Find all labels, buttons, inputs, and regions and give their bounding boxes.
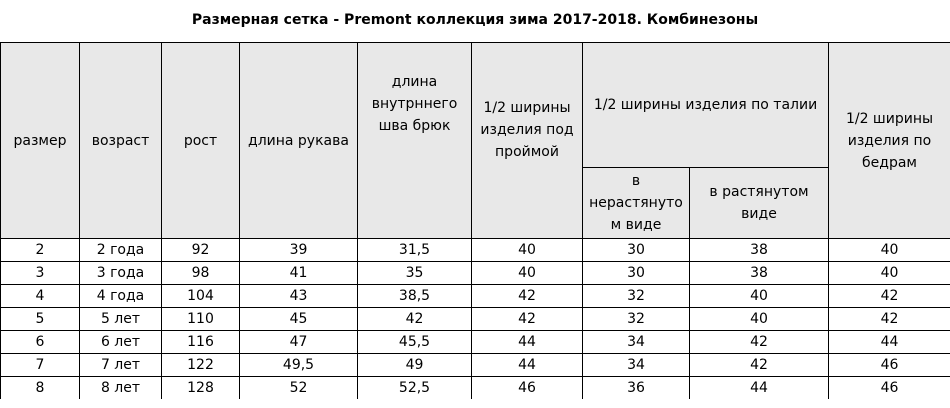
cell-age: 7 лет [80,354,162,377]
cell-waist-unstretched: 34 [583,354,690,377]
cell-size: 7 [1,354,80,377]
cell-height: 116 [162,331,240,354]
cell-hips: 42 [829,308,950,331]
header-armhole-width: 1/2 ширины изделия под проймой [472,43,583,239]
cell-hips: 40 [829,262,950,285]
cell-sleeve: 49,5 [240,354,358,377]
header-sleeve-length: длина рукава [240,43,358,239]
cell-hips: 40 [829,239,950,262]
cell-size: 5 [1,308,80,331]
cell-sleeve: 43 [240,285,358,308]
table-title: Размерная сетка - Premont коллекция зима 2017-2018. Комбинезоны [191,12,759,28]
cell-waist-stretched: 38 [690,262,829,285]
cell-height: 122 [162,354,240,377]
cell-sleeve: 47 [240,331,358,354]
cell-sleeve: 45 [240,308,358,331]
cell-age: 5 лет [80,308,162,331]
table-row [1,377,950,400]
cell-size: 3 [1,262,80,285]
table-row [1,354,950,377]
cell-waist-stretched: 44 [690,377,829,400]
cell-hips: 42 [829,285,950,308]
cell-age: 8 лет [80,377,162,400]
cell-size: 2 [1,239,80,262]
cell-hips: 46 [829,377,950,400]
header-hips-width: 1/2 ширины изделия по бедрам [829,43,950,239]
cell-waist-stretched: 42 [690,354,829,377]
cell-size: 8 [1,377,80,400]
cell-height: 98 [162,262,240,285]
cell-size: 4 [1,285,80,308]
cell-age: 6 лет [80,331,162,354]
cell-armhole: 44 [472,354,583,377]
cell-waist-stretched: 40 [690,285,829,308]
header-waist-stretched: в растянутом виде [690,168,829,239]
header-age: возраст [80,43,162,239]
header-height: рост [162,43,240,239]
header-inseam-length: длина внутрннего шва брюк [358,43,472,239]
header-waist-width: 1/2 ширины изделия по талии [583,43,829,168]
cell-inseam: 49 [358,354,472,377]
cell-size: 6 [1,331,80,354]
cell-inseam: 31,5 [358,239,472,262]
cell-inseam: 45,5 [358,331,472,354]
cell-inseam: 38,5 [358,285,472,308]
cell-age: 4 года [80,285,162,308]
cell-height: 110 [162,308,240,331]
table-row [1,308,950,331]
header-size: размер [1,43,80,239]
cell-sleeve: 41 [240,262,358,285]
cell-inseam: 35 [358,262,472,285]
cell-waist-unstretched: 34 [583,331,690,354]
cell-sleeve: 39 [240,239,358,262]
table-row [1,239,950,262]
cell-height: 128 [162,377,240,400]
table-row [1,331,950,354]
table-row [1,262,950,285]
cell-age: 3 года [80,262,162,285]
header-row-top [1,43,950,168]
cell-armhole: 40 [472,239,583,262]
cell-waist-unstretched: 30 [583,239,690,262]
size-chart-table [0,42,950,399]
cell-armhole: 44 [472,331,583,354]
header-waist-unstretched: в нерастянуто м виде [583,168,690,239]
table-row [1,285,950,308]
cell-waist-unstretched: 32 [583,285,690,308]
cell-armhole: 40 [472,262,583,285]
cell-age: 2 года [80,239,162,262]
cell-height: 92 [162,239,240,262]
cell-waist-stretched: 42 [690,331,829,354]
cell-inseam: 52,5 [358,377,472,400]
cell-armhole: 46 [472,377,583,400]
cell-armhole: 42 [472,308,583,331]
cell-sleeve: 52 [240,377,358,400]
table-body [1,239,950,400]
cell-hips: 44 [829,331,950,354]
cell-hips: 46 [829,354,950,377]
cell-waist-unstretched: 30 [583,262,690,285]
cell-waist-stretched: 38 [690,239,829,262]
cell-armhole: 42 [472,285,583,308]
cell-waist-unstretched: 32 [583,308,690,331]
cell-waist-stretched: 40 [690,308,829,331]
cell-height: 104 [162,285,240,308]
cell-waist-unstretched: 36 [583,377,690,400]
cell-inseam: 42 [358,308,472,331]
